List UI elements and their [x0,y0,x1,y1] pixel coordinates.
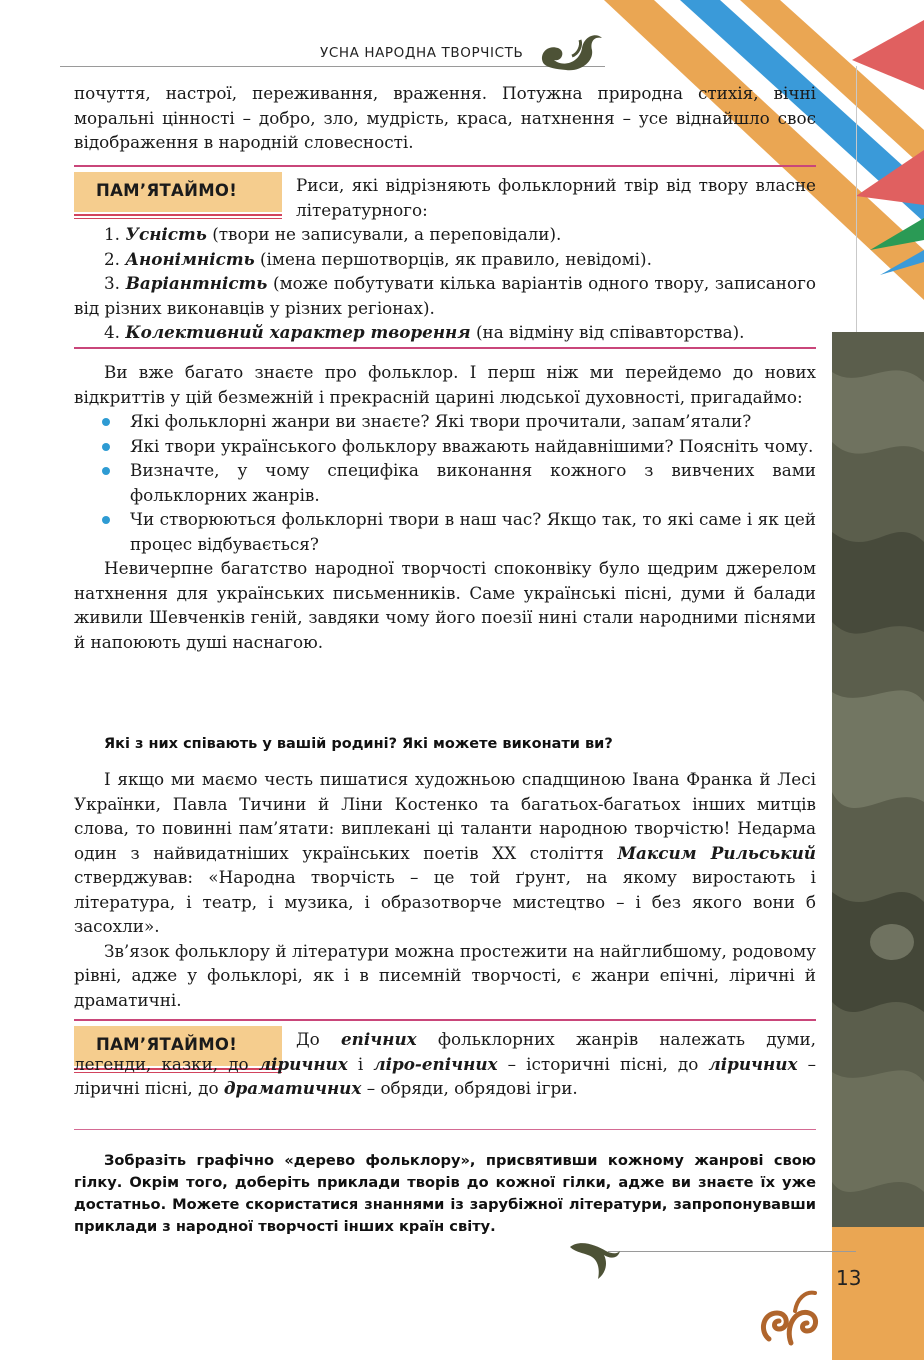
list-item: 4. Колективний характер творення (на відміну від співавторства). [104,322,745,342]
remember1-lead-text: Риси, які відрізняють фольклорний твір від твору власне літературного: [296,175,816,220]
list-item: 2. Анонімність (імена першотворців, як правило, невідомі). [104,248,652,269]
features-list [74,222,816,345]
list-item: Визначте, у чому специфіка виконання кожного з вивчених вами фольклорних жанрів. [74,458,816,507]
features-list-block [74,222,816,345]
poet-name: Максим Рильський [617,842,816,863]
list-item: 1. Усність (твори не записували, а переповідали). [104,224,562,244]
section-rule [74,347,816,349]
term: Колективний характер творення [125,322,471,342]
list-item: Які фольклорні жанри ви знаєте? Які твори прочитали, запам’ятали? [74,409,816,434]
remember2-text: До епічних фольклорних жанрів належать думи, легенди, казки, до ліричних і ліро-епічних – історичні пісні, до ліричних – ліричні пісні, до драматичних – обряди, обрядові ігри. [74,1029,816,1098]
footer-rule [608,1251,856,1252]
task-paragraph: Зобразіть графічно «дерево фольклору», присвятивши кожному жанрові свою гілку. Окрім того, доберіть приклади творів до кожної гілки, адже ви знаєте їх уже достатньо. Можете скористатися знаннями із зарубіжної літератури, запропонувавши приклади з народної творчості інших країн світу. [74,1152,816,1235]
corner-ornament-icon [755,1283,825,1353]
list-item: 3. Варіантність (може побутувати кілька варіантів одного твору, записаного від різних виконавців у різних регіонах). [74,273,816,318]
section-rule [74,1019,816,1021]
term: Анонімність [125,248,255,269]
flourish-ornament-icon [536,28,606,74]
side-photo-strip [832,332,924,1227]
section-rule [74,1129,816,1130]
main-body-block [74,360,816,654]
flourish-ornament-icon [566,1233,622,1283]
section-rule [74,165,816,167]
remember2-block [74,1027,816,1101]
remember-label: ПАМ’ЯТАЙМО! [96,1035,238,1054]
heritage-paragraph: І якщо ми маємо честь пишатися художньою спадщиною Івана Франка й Лесі Українки, Павла Тичини й Ліни Костенко та багатьох-багатьох інших митців слова, то повинні пам’ятати: виплекані ці таланти народною творчістю! Недарма один з найвидатніших українських поетів XX століття Максим Рильський стверджував: «Народна творчість – це той ґрунт, на якому виростають і література, і театр, і музика, і образотворче мистецтво – і без якого вони б засохли». [74,769,816,936]
link-paragraph: Зв’язок фольклору й літератури можна простежити на найглибшому, родовому рівні, адже у фольклорі, як і в писемній творчості, є жанри епічні, ліричні й драматичні. [74,940,816,1010]
header-rule [60,66,605,67]
running-header: УСНА НАРОДНА ТВОРЧІСТЬ [320,45,524,61]
remember-label-box [74,172,282,212]
questions-list [74,409,816,556]
remember1-lead [296,173,816,222]
list-item: Чи створюються фольклорні твори в наш час? Якщо так, то які саме і як цей процес відбувається? [74,507,816,556]
intro-paragraph [74,81,816,155]
term: Усність [125,224,207,244]
side-orange-strip [832,1227,924,1360]
landscape-texture [832,332,924,1227]
intro-text: почуття, настрої, переживання, враження. Потужна природна стихія, вічні моральні цінності – добро, зло, мудрість, краса, натхнення – усе віднайшло своє відображення в народній словесності. [74,83,816,152]
remember-label: ПАМ’ЯТАЙМО! [96,181,238,200]
heritage-block [74,767,816,1012]
known-paragraph: Ви вже багато знаєте про фольклор. І перш ніж ми перейдемо до нових відкриттів у цій безмежній і прекрасній царині людської духовності, пригадаймо: [74,362,816,407]
family-question: Які з них співають у вашій родині? Які можете виконати ви? [104,736,613,752]
wealth-paragraph: Невичерпне багатство народної творчості споконвіку було щедрим джерелом натхнення для українських письменників. Саме українські пісні, думи й балади живили Шевченків геній, завдяки чому його поезії нині стали народними піснями й напоюють душі наснагою. [74,558,816,652]
page-number: 13 [836,1266,862,1290]
list-item: Які твори українського фольклору вважають найдавнішими? Поясніть чому. [74,434,816,459]
term: Варіантність [125,273,268,293]
